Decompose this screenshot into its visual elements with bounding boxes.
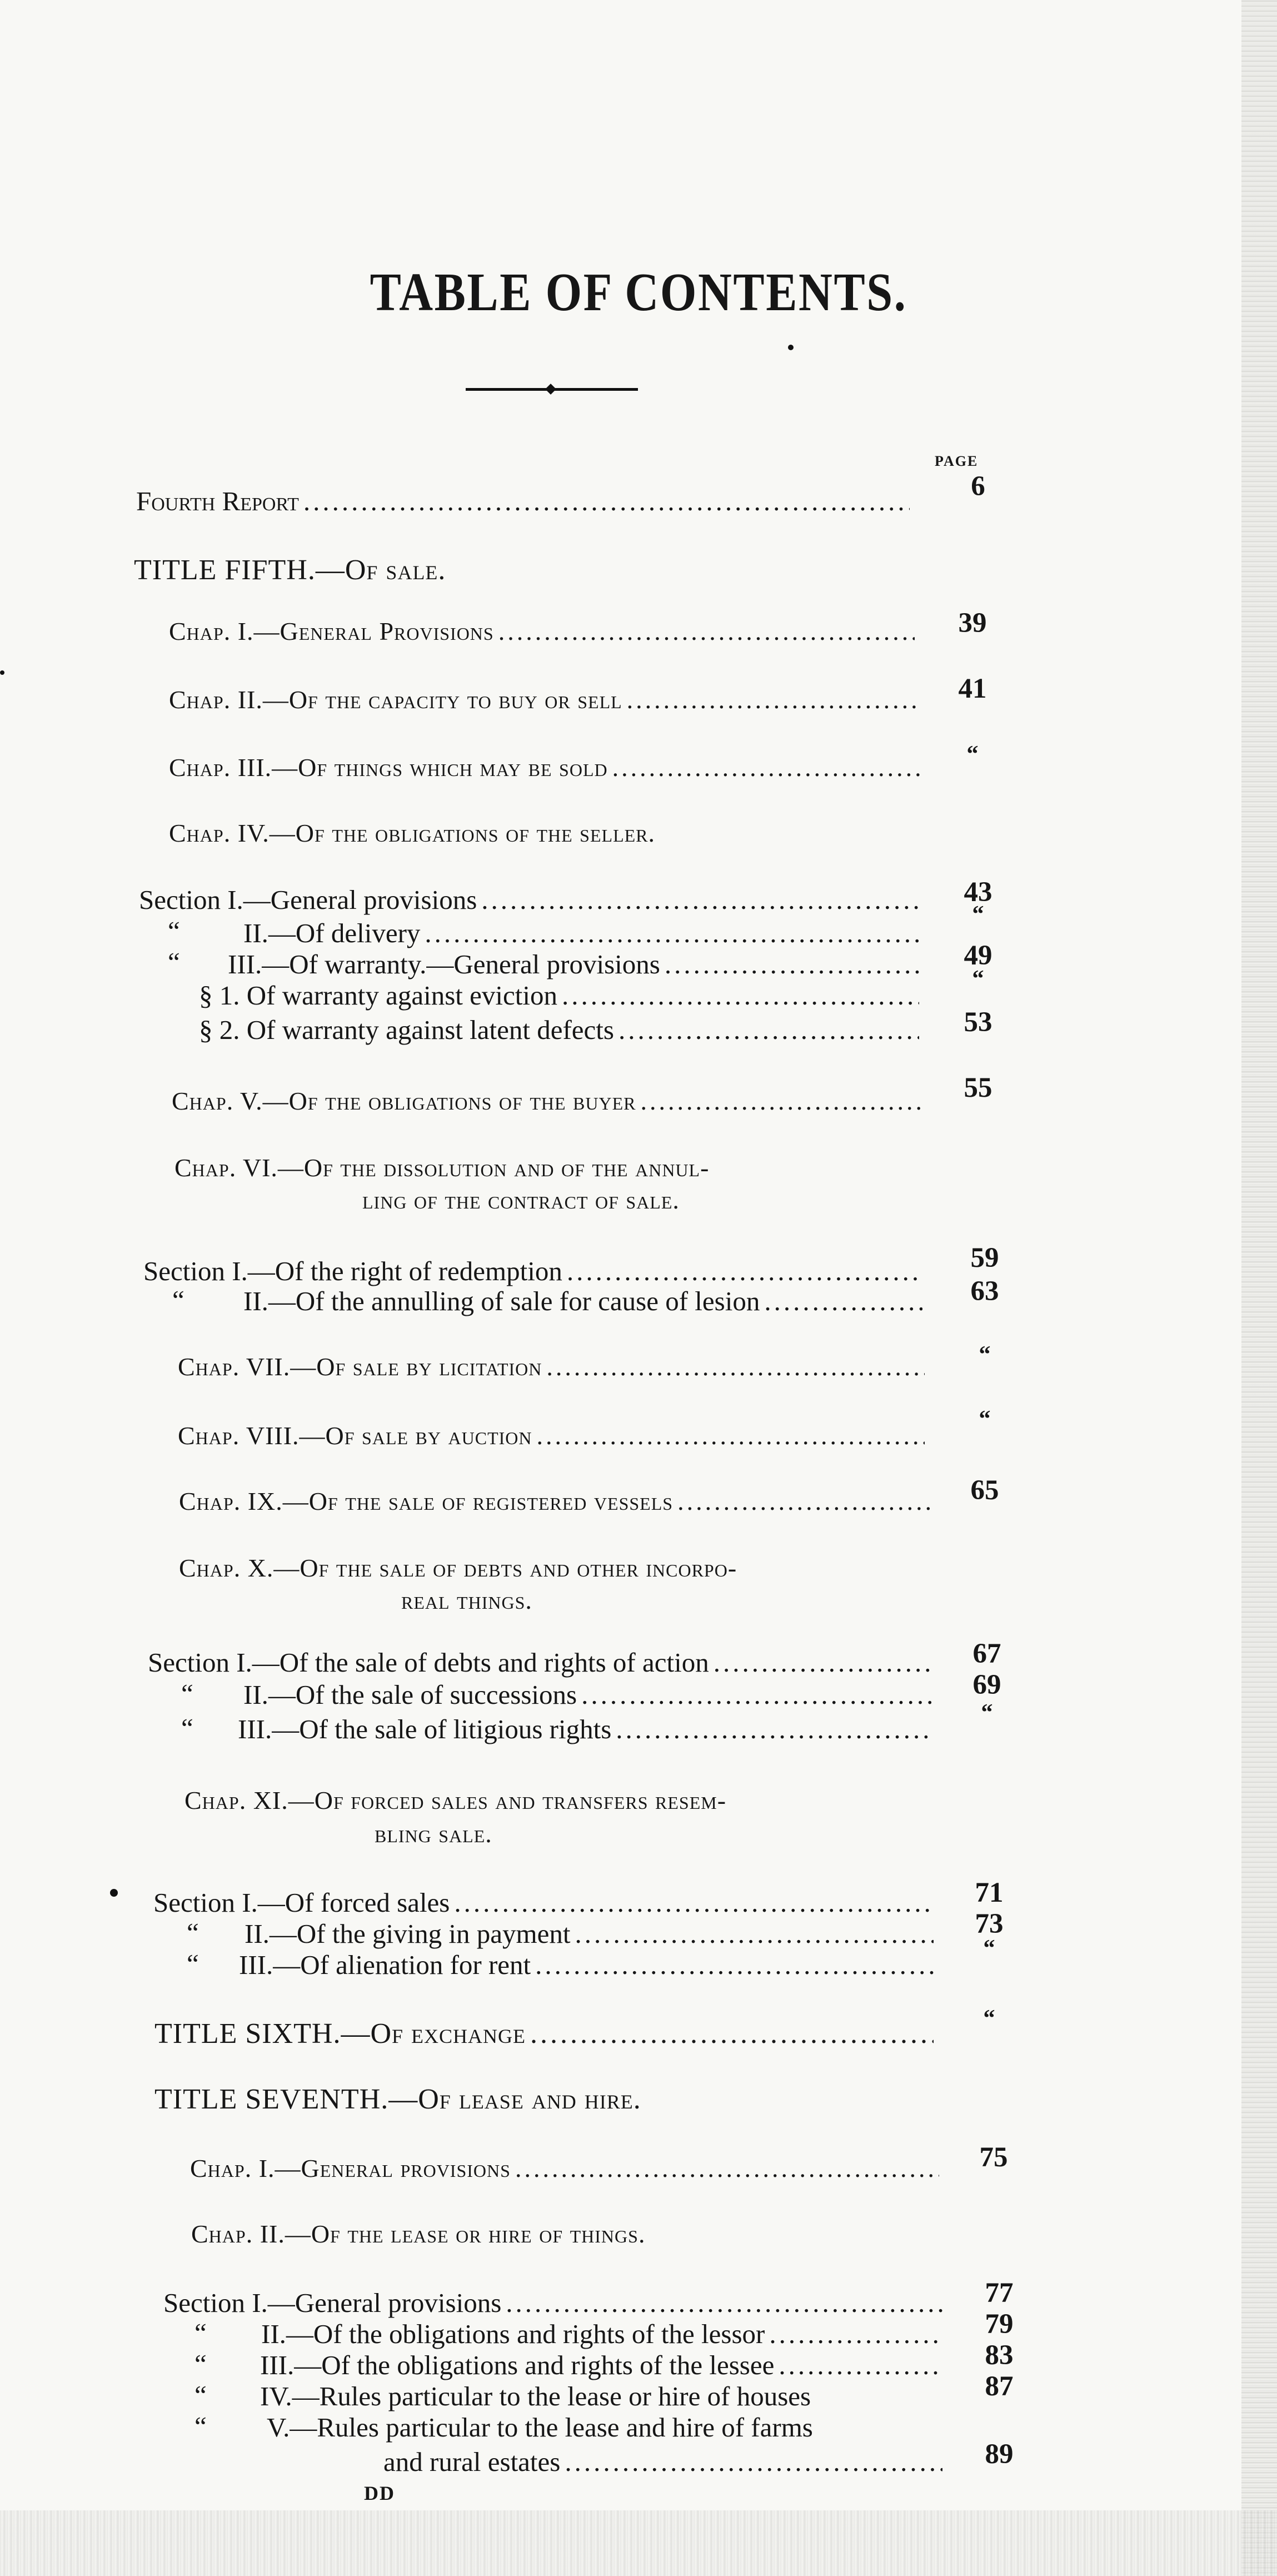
page-number: 79: [985, 2309, 1014, 2340]
leader-dots: [616, 1712, 931, 1747]
chapter-label: Chap. II.—Of the lease or hire of things.: [191, 2220, 646, 2248]
toc-section: [228, 947, 924, 982]
page-number: 55: [964, 1072, 992, 1103]
page-number: 73: [975, 1908, 1004, 1940]
toc-chapter: [169, 816, 655, 851]
leader-dots: [537, 1419, 925, 1453]
chapter-label-continuation: real things.: [401, 1586, 532, 1614]
leader-dots: [665, 947, 919, 982]
section-label: § 1. Of warranty against eviction: [199, 980, 557, 1011]
chapter-label: Chap. IX.—Of the sale of registered vessels: [179, 1487, 674, 1515]
leader-dots: [498, 614, 915, 649]
leader-dots: [575, 1917, 934, 1951]
toc-chapter: [169, 683, 924, 717]
ditto-mark: “: [172, 1285, 184, 1315]
ditto-mark: “: [181, 1713, 193, 1743]
leader-dots: [714, 1645, 931, 1680]
print-speck: [110, 1889, 118, 1897]
ditto-mark: “: [187, 1917, 199, 1948]
toc-chapter-continuation: [375, 1817, 492, 1851]
toc-section-continuation: [383, 2445, 947, 2479]
chapter-label: Chap. I.—General Provisions: [169, 617, 494, 645]
page-number: 69: [972, 1669, 1001, 1700]
print-speck: [788, 345, 794, 350]
print-speck: [0, 670, 4, 675]
chapter-label: Chap. IV.—Of the obligations of the seller.: [169, 819, 656, 847]
section-label: Section I.—General provisions: [163, 2287, 502, 2318]
title-label: TITLE SEVENTH.—: [154, 2083, 418, 2115]
title-subtitle: Of lease and hire.: [418, 2083, 641, 2115]
toc-section: [261, 2317, 947, 2351]
title-subtitle: Of sale.: [345, 554, 446, 586]
toc-section: [260, 2348, 947, 2383]
section-label: Section I.—Of forced sales: [153, 1887, 450, 1918]
signature-mark: DD: [364, 2482, 395, 2504]
page-number: “: [979, 1406, 991, 1432]
page-number: “: [972, 902, 984, 927]
leader-dots: [506, 2286, 942, 2320]
leader-dots: [677, 1484, 931, 1519]
toc-chapter-continuation: [362, 1183, 680, 1217]
page-number: “: [983, 2006, 995, 2031]
section-label: III.—Of warranty.—General provisions: [228, 949, 660, 979]
toc-section: [163, 2286, 947, 2320]
title-label: TITLE FIFTH.—: [134, 554, 345, 586]
leader-dots: [618, 1013, 919, 1047]
section-label-continuation: and rural estates: [383, 2446, 561, 2477]
leader-dots: [641, 1084, 925, 1118]
leader-dots: [562, 978, 919, 1013]
leader-dots: [769, 2317, 942, 2351]
toc-section: [239, 1948, 938, 1982]
scan-bottom-noise: [0, 2510, 1277, 2576]
scan-edge-noise: [1241, 0, 1277, 2576]
chapter-label: Chap. VII.—Of sale by licitation: [178, 1352, 542, 1381]
toc-chapter: [178, 1350, 929, 1384]
leader-dots: [546, 1350, 925, 1384]
ditto-mark: “: [187, 1948, 199, 1979]
chapter-label: Chap. V.—Of the obligations of the buyer: [172, 1087, 636, 1115]
page-number: 59: [970, 1242, 999, 1274]
ditto-mark: “: [194, 2349, 207, 2379]
ditto-mark: “: [194, 2318, 207, 2348]
leader-dots: [425, 916, 919, 951]
leader-dots: [481, 883, 919, 917]
section-label: III.—Of alienation for rent: [239, 1950, 531, 1980]
page-number: 43: [964, 877, 992, 908]
toc-section: [199, 1013, 924, 1047]
page-number: 77: [985, 2277, 1014, 2309]
toc-chapter: [174, 1151, 709, 1185]
page-title: TABLE OF CONTENTS.: [370, 262, 907, 322]
toc-section: [267, 2410, 813, 2445]
section-label: II.—Of the sale of successions: [243, 1679, 577, 1710]
toc-section: [238, 1712, 936, 1747]
chapter-label: Chap. VIII.—Of sale by auction: [178, 1421, 532, 1450]
page-number: 87: [985, 2371, 1014, 2402]
section-label: Section I.—Of the right of redemption: [143, 1256, 562, 1286]
toc-section: [243, 1678, 936, 1712]
toc-section: [243, 916, 924, 951]
page-number: 89: [985, 2439, 1014, 2470]
toc-chapter: [169, 614, 919, 649]
toc-chapter: [179, 1484, 936, 1519]
page-number: “: [983, 1936, 995, 1961]
toc-chapter: [179, 1551, 737, 1585]
toc-chapter: [190, 2151, 944, 2186]
toc-section: [199, 978, 924, 1013]
toc-section: [245, 1917, 938, 1951]
chapter-label: Chap. II.—Of the capacity to buy or sell: [169, 685, 622, 714]
toc-section: [243, 1284, 927, 1319]
leader-dots: [535, 1948, 934, 1982]
ditto-mark: “: [181, 1678, 193, 1709]
page-number: “: [972, 966, 984, 992]
page-number: “: [966, 742, 979, 767]
page-number: 6: [971, 471, 985, 502]
page-number: 83: [985, 2340, 1014, 2371]
toc-entry: [136, 484, 914, 519]
toc-title: [134, 553, 446, 588]
leader-dots: [303, 484, 910, 519]
section-label: Section I.—Of the sale of debts and rights of action: [148, 1647, 709, 1678]
leader-dots: [454, 1886, 934, 1920]
toc-chapter: [184, 1783, 726, 1818]
section-label: IV.—Rules particular to the lease or hire of houses: [260, 2381, 811, 2411]
leader-dots: [764, 1284, 922, 1319]
chapter-label: Chap. I.—General provisions: [190, 2154, 511, 2182]
ditto-mark: “: [194, 2380, 207, 2410]
page-number: 41: [958, 673, 987, 704]
title-label: TITLE SIXTH.—: [154, 2018, 371, 2050]
section-label: V.—Rules particular to the lease and hire of farms: [267, 2412, 813, 2443]
ditto-mark: “: [168, 947, 180, 977]
section-label: II.—Of the giving in payment: [245, 1918, 571, 1949]
ditto-mark: “: [168, 916, 180, 946]
page-number: 53: [964, 1007, 992, 1038]
ditto-mark: “: [194, 2411, 207, 2441]
chapter-label-continuation: bling sale.: [375, 1819, 492, 1848]
leader-dots: [779, 2348, 942, 2383]
leader-dots: [567, 1254, 922, 1289]
toc-section: [139, 883, 924, 917]
page-number: 65: [970, 1475, 999, 1506]
chapter-label-continuation: ling of the contract of sale.: [362, 1186, 680, 1214]
chapter-label: Chap. III.—Of things which may be sold: [169, 753, 608, 782]
section-label: § 2. Of warranty against latent defects: [199, 1015, 614, 1045]
toc-title: [154, 2017, 938, 2051]
chapter-label: Chap. X.—Of the sale of debts and other incorpo-: [179, 1554, 737, 1582]
page-number: 39: [958, 608, 987, 639]
toc-section: [260, 2379, 811, 2414]
title-rule: [466, 388, 638, 391]
leader-dots: [515, 2151, 939, 2186]
page-number: 67: [972, 1638, 1001, 1669]
page-number: “: [981, 1700, 993, 1725]
leader-dots: [530, 2017, 934, 2051]
toc-chapter-continuation: [401, 1583, 532, 1618]
leader-dots: [612, 750, 924, 785]
toc-title: [154, 2082, 641, 2117]
toc-chapter: [172, 1084, 929, 1118]
toc-section: [148, 1645, 936, 1680]
page-number: 71: [975, 1877, 1004, 1908]
section-label: II.—Of delivery: [243, 918, 421, 948]
chapter-label: Chap. VI.—Of the dissolution and of the annul-: [174, 1153, 710, 1182]
chapter-label: Chap. XI.—Of forced sales and transfers resem-: [184, 1786, 727, 1814]
leader-dots: [581, 1678, 931, 1712]
section-label: III.—Of the sale of litigious rights: [238, 1714, 612, 1744]
toc-section: [143, 1254, 927, 1289]
title-subtitle: Of exchange: [370, 2018, 526, 2050]
page-number: 63: [970, 1276, 999, 1307]
page-number: 75: [979, 2142, 1008, 2173]
toc-chapter: [191, 2217, 645, 2251]
page-number: “: [979, 1342, 991, 1367]
leader-dots: [627, 683, 919, 717]
toc-chapter: [169, 750, 928, 785]
page-number: 49: [964, 940, 992, 971]
section-label: II.—Of the obligations and rights of the lessor: [261, 2319, 765, 2349]
section-label: Section I.—General provisions: [139, 884, 477, 915]
section-label: II.—Of the annulling of sale for cause of lesion: [243, 1286, 760, 1316]
toc-chapter: [178, 1419, 929, 1453]
leader-dots: [565, 2445, 942, 2479]
toc-section: [153, 1886, 938, 1920]
page-column-label: PAGE: [935, 453, 979, 469]
entry-label: Fourth Report: [136, 486, 299, 516]
section-label: III.—Of the obligations and rights of the lessee: [260, 2350, 775, 2380]
